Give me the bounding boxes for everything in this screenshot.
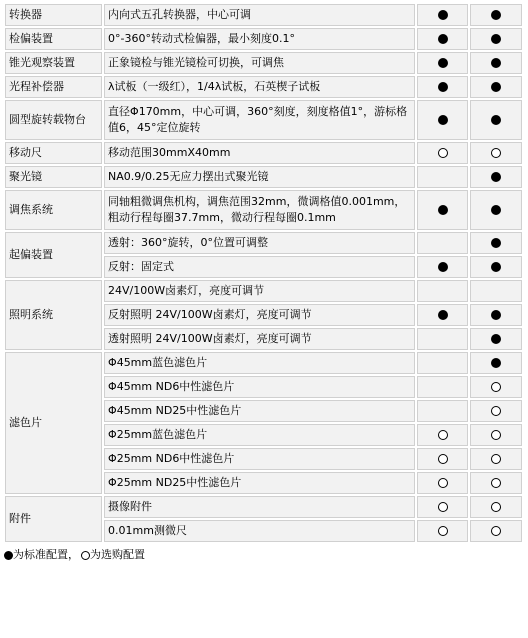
standard-mark-icon [491, 358, 501, 368]
description-cell: 同轴粗微调焦机构，调焦范围32mm，微调格值0.001mm，粗动行程每圈37.7mm，微动行程每圈0.1mm [104, 190, 415, 230]
description-cell: 反射：固定式 [104, 256, 415, 278]
description-cell: 透射照明 24V/100W卤素灯，亮度可调节 [104, 328, 415, 350]
category-cell: 附件 [5, 496, 102, 542]
config-mark-cell [470, 304, 522, 326]
table-row [5, 142, 522, 164]
table-row [5, 352, 522, 374]
optional-mark-icon [491, 406, 501, 416]
description-cell: Φ45mm蓝色滤色片 [104, 352, 415, 374]
config-mark-cell [470, 496, 522, 518]
config-mark-cell [417, 304, 469, 326]
config-mark-cell [470, 520, 522, 542]
standard-mark-icon [491, 310, 501, 320]
category-cell: 聚光镜 [5, 166, 102, 188]
config-mark-cell [417, 496, 469, 518]
config-mark-cell [470, 76, 522, 98]
optional-mark-icon [438, 148, 448, 158]
config-mark-cell [470, 280, 522, 302]
legend [3, 547, 524, 563]
table-row [5, 100, 522, 140]
optional-mark-icon [491, 454, 501, 464]
table-row [5, 52, 522, 74]
category-cell: 圆型旋转载物台 [5, 100, 102, 140]
category-cell: 起偏装置 [5, 232, 102, 278]
description-cell: 直径Φ170mm，中心可调，360°刻度，刻度格值1°，游标格值6，45°定位旋转 [104, 100, 415, 140]
standard-mark-icon [491, 58, 501, 68]
config-mark-cell [470, 142, 522, 164]
optional-mark-icon [81, 551, 90, 560]
standard-mark-icon [491, 82, 501, 92]
config-mark-cell [417, 424, 469, 446]
standard-mark-icon [438, 10, 448, 20]
standard-mark-icon [491, 34, 501, 44]
config-mark-cell [417, 520, 469, 542]
optional-mark-icon [491, 526, 501, 536]
config-mark-cell [470, 352, 522, 374]
legend-standard-text: 为标准配置， [13, 548, 79, 561]
description-cell: 0.01mm测微尺 [104, 520, 415, 542]
optional-mark-icon [491, 382, 501, 392]
standard-mark-icon [491, 172, 501, 182]
optional-mark-icon [491, 148, 501, 158]
standard-mark-icon [491, 262, 501, 272]
standard-mark-icon [491, 238, 501, 248]
category-cell: 滤色片 [5, 352, 102, 494]
config-mark-cell [470, 256, 522, 278]
description-cell: Φ45mm ND25中性滤色片 [104, 400, 415, 422]
spec-table-container [3, 2, 524, 563]
standard-mark-icon [491, 334, 501, 344]
config-mark-cell [470, 472, 522, 494]
table-row [5, 496, 522, 518]
table-row [5, 190, 522, 230]
configuration-table [3, 2, 524, 544]
optional-mark-icon [438, 478, 448, 488]
standard-mark-icon [438, 262, 448, 272]
standard-mark-icon [438, 82, 448, 92]
config-mark-cell [417, 400, 469, 422]
table-row [5, 28, 522, 50]
config-mark-cell [470, 166, 522, 188]
description-cell: 正象镜检与锥光镜检可切换，可调焦 [104, 52, 415, 74]
config-mark-cell [470, 232, 522, 254]
standard-mark-icon [491, 205, 501, 215]
description-cell: 透射：360°旋转，0°位置可调整 [104, 232, 415, 254]
optional-mark-icon [491, 430, 501, 440]
legend-optional-text: 为选购配置 [90, 548, 145, 561]
description-cell: 0°-360°转动式检偏器，最小刻度0.1° [104, 28, 415, 50]
description-cell: 反射照明 24V/100W卤素灯，亮度可调节 [104, 304, 415, 326]
config-mark-cell [417, 232, 469, 254]
config-mark-cell [417, 190, 469, 230]
optional-mark-icon [438, 430, 448, 440]
standard-mark-icon [438, 115, 448, 125]
config-mark-cell [417, 280, 469, 302]
optional-mark-icon [491, 502, 501, 512]
config-mark-cell [417, 376, 469, 398]
optional-mark-icon [491, 478, 501, 488]
standard-mark-icon [491, 10, 501, 20]
config-mark-cell [470, 100, 522, 140]
config-mark-cell [470, 400, 522, 422]
config-mark-cell [417, 472, 469, 494]
config-mark-cell [417, 4, 469, 26]
description-cell: 摄像附件 [104, 496, 415, 518]
optional-mark-icon [438, 502, 448, 512]
category-cell: 调焦系统 [5, 190, 102, 230]
category-cell: 光程补偿器 [5, 76, 102, 98]
standard-mark-icon [4, 551, 13, 560]
description-cell: 内向式五孔转换器，中心可调 [104, 4, 415, 26]
table-row [5, 280, 522, 302]
config-mark-cell [470, 4, 522, 26]
config-mark-cell [470, 376, 522, 398]
category-cell: 照明系统 [5, 280, 102, 350]
description-cell: NA0.9/0.25无应力摆出式聚光镜 [104, 166, 415, 188]
standard-mark-icon [438, 58, 448, 68]
optional-mark-icon [438, 526, 448, 536]
config-mark-cell [470, 328, 522, 350]
category-cell: 转换器 [5, 4, 102, 26]
table-row [5, 166, 522, 188]
config-mark-cell [470, 190, 522, 230]
table-row [5, 232, 522, 254]
table-row [5, 4, 522, 26]
config-mark-cell [470, 28, 522, 50]
description-cell: λ试板（一级红），1/4λ试板，石英楔子试板 [104, 76, 415, 98]
description-cell: Φ45mm ND6中性滤色片 [104, 376, 415, 398]
config-mark-cell [417, 328, 469, 350]
configuration-table-body [5, 4, 522, 542]
config-mark-cell [417, 100, 469, 140]
config-mark-cell [417, 142, 469, 164]
category-cell: 锥光观察装置 [5, 52, 102, 74]
config-mark-cell [470, 52, 522, 74]
standard-mark-icon [438, 34, 448, 44]
category-cell: 移动尺 [5, 142, 102, 164]
description-cell: 24V/100W卤素灯，亮度可调节 [104, 280, 415, 302]
standard-mark-icon [438, 310, 448, 320]
description-cell: 移动范围30mmX40mm [104, 142, 415, 164]
config-mark-cell [417, 352, 469, 374]
description-cell: Φ25mm蓝色滤色片 [104, 424, 415, 446]
table-row [5, 76, 522, 98]
config-mark-cell [470, 424, 522, 446]
config-mark-cell [417, 52, 469, 74]
description-cell: Φ25mm ND6中性滤色片 [104, 448, 415, 470]
standard-mark-icon [491, 115, 501, 125]
optional-mark-icon [438, 454, 448, 464]
config-mark-cell [417, 76, 469, 98]
config-mark-cell [417, 256, 469, 278]
config-mark-cell [417, 166, 469, 188]
standard-mark-icon [438, 205, 448, 215]
config-mark-cell [417, 28, 469, 50]
description-cell: Φ25mm ND25中性滤色片 [104, 472, 415, 494]
config-mark-cell [417, 448, 469, 470]
category-cell: 检偏装置 [5, 28, 102, 50]
config-mark-cell [470, 448, 522, 470]
